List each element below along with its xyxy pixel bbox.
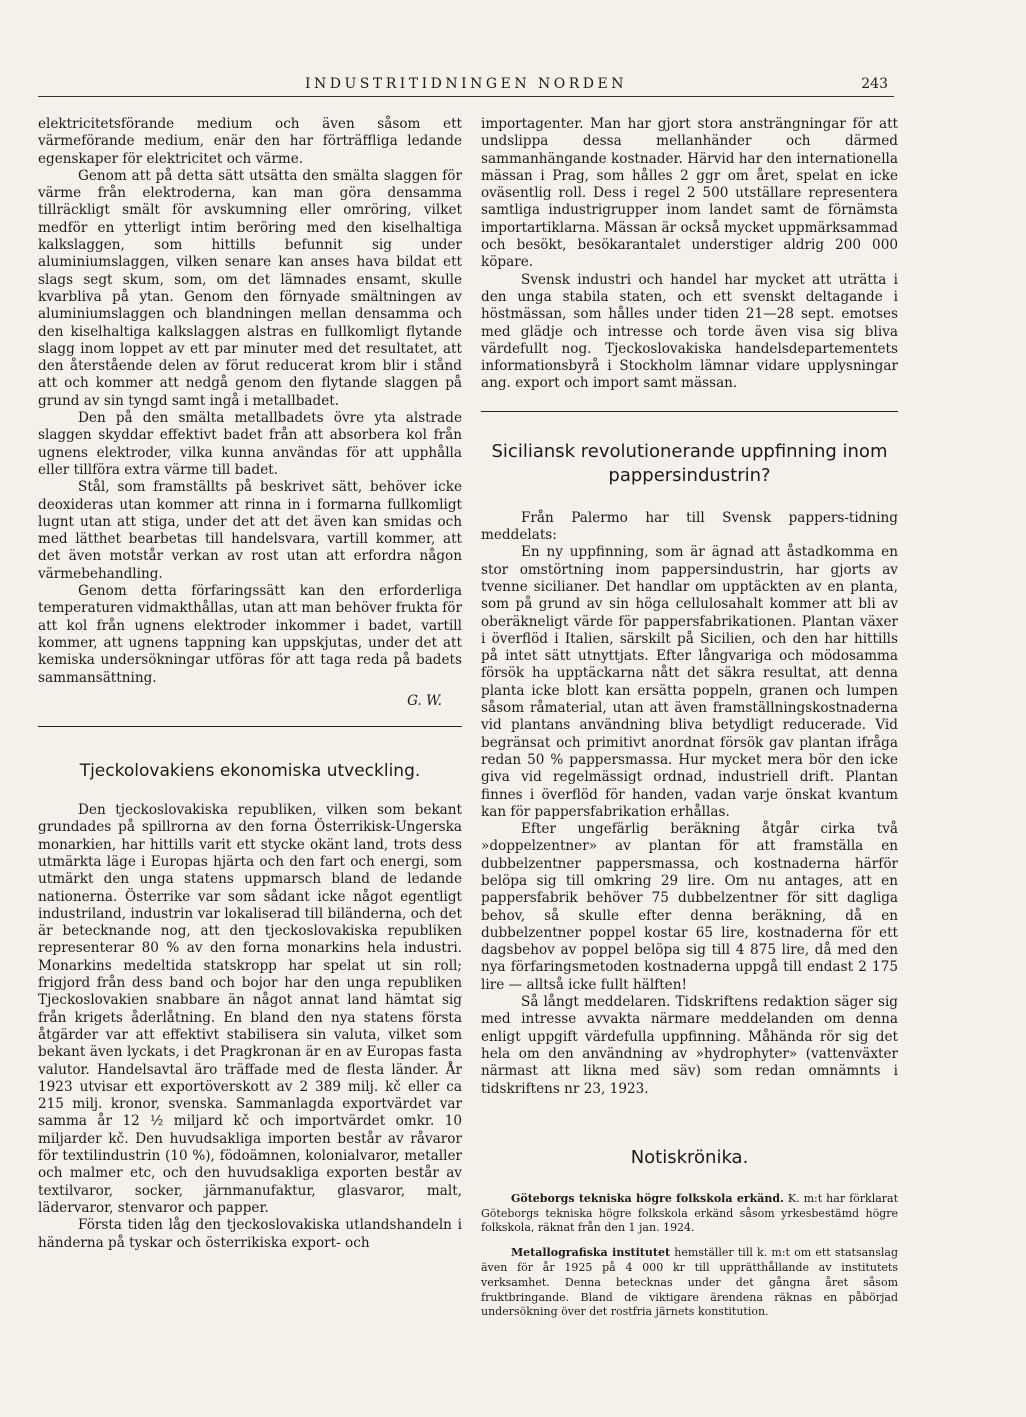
- article-paragraph: Svensk industri och handel har mycket att uträtta i den unga stabila staten, och ett svenskt deltagande i höstmässan, som hålles under tiden 21—28 sept. emotses med glädje och intresse och torde även visa sig bliva värdefullt nog. Tjeckoslovakiska handelsdepartementets informationsbyrå i Stockholm lämnar vidare upplysningar ang. export och import samt mässan.: [481, 271, 898, 392]
- article-paragraph: Så långt meddelaren. Tidskriftens redaktion säger sig med intresse avvakta närmare meddelanden om denna enligt uppgift värdefulla uppfinning. Måhända rör sig det hela om den användning av »hydrophyter» (vattenväxter närmast att likna med säv) som redan omnämnts i tidskriftens nr 23, 1923.: [481, 994, 898, 1097]
- article-paragraph: En ny uppfinning, som är ägnad att åstadkomma en stor omstörtning inom pappersindustrin, har gjorts av tvenne sicilianer. Det handlar om upptäckten av en planta, som på grund av sin höga cellulosahalt kommer att bli av oberäkneligt värde för pappersfabrikationen. Plantan växer i överflöd i Italien, särskilt på Sicilien, och den har hittills på intet sätt utnyttjats. Efter långvariga och mödosamma försök ha upptäckarna nått det säkra resultat, att denna planta icke blott kan ersätta poppeln, granen och lumpen såsom råmaterial, utan att även framställningskostnaderna vid plantans användning bliva betydligt reducerade. Vid begränsat och primitivt anordnat försök gav plantan ifråga redan 50 % pappersmassa. Hur mycket mera bör den icke giva vid regelmässigt ordnad, industriell drift. Plantan finnes i överflöd för handen, vadan varje önskat kvantum kan för pappersfabrikation erhållas.: [481, 544, 898, 820]
- article-paragraph: Genom att på detta sätt utsätta den smälta slaggen för värme från elektroderna, kan man göra densamma tillräckligt smält för avskumning eller omröring, vilket medför en ytterligt intim beröring med den kiselhaltiga kalkslaggen, som hittills befunnit sig under aluminiumslaggen, vilken senare kan anses hava bildat ett slags segt skum, som, om det lämnades ensamt, skulle kvarbliva på ytan. Genom den förnyade smältningen av aluminiumslaggen och blandningen mellan densamma och den kiselhaltiga kalkslaggen alstras en fullkomligt flytande slagg inom loppet av ett par minuter med det resultatet, att den återstående delen av förut reducerat krom blir i stånd att och kommer att nedgå genom den flytande slaggen på grund av sin tyngd samt ingå i metallbadet.: [38, 167, 462, 409]
- section-divider: [38, 726, 462, 727]
- page-header: [38, 74, 894, 97]
- section-divider: [481, 411, 898, 412]
- article-paragraph: importagenter. Man har gjort stora ansträngningar för att undslippa dessa mellanhänder och därmed sammanhängande kostnader. Härvid har den internationella mässan i Prag, som hålles 2 ggr om året, spelat en icke oväsentlig roll. Dess i regel 2 500 utställare representera samtliga industrigrupper inom landet samt de förnämsta importartiklarna. Mässan är också mycket uppmärksammad och besökt, besökarantalet understiger aldrig 200 000 köpare.: [481, 116, 898, 271]
- notis-item: [481, 1192, 898, 1236]
- notis-heading: Notiskrönika.: [630, 1146, 749, 1168]
- article-paragraph: Första tiden låg den tjeckoslovakiska utlandshandeln i händerna på tyskar och österrikiska export- och: [38, 1217, 462, 1251]
- notis-title: Metallografiska institutet: [511, 1246, 671, 1260]
- article-heading: Tjeckolovakiens ekonomiska utveckling.: [79, 761, 421, 782]
- page-number: 243: [861, 76, 888, 92]
- left-column: [38, 116, 462, 1252]
- article-paragraph: Den på den smälta metallbadets övre yta alstrade slaggen skyddar effektivt badet från att absorbera kol från ugnens elektroder, vilka kunna användas för att upphålla eller tillföra extra värme till badet.: [38, 410, 462, 478]
- notis-text: K. m:t har förklarat Göteborgs tekniska högre folkskola erkänd såsom yrkesbestämd högre folkskola, räknat från den 1 jan. 1924.: [481, 1191, 899, 1235]
- right-column: [481, 116, 898, 1330]
- notis-list: [481, 1192, 898, 1320]
- notis-text: hemställer till k. m:t om ett statsanslag även för år 1925 på 4 000 kr till upprätthållande av institutets verksamhet. Denna betecknas under det gångna året såsom fruktbringande. Bland de viktigare ärendena räknas en påbörjad undersökning över det rostfria järnets konstitution.: [481, 1246, 899, 1319]
- author-signature: G. W.: [407, 692, 442, 709]
- article-paragraph: elektricitetsförande medium och även såsom ett värmeförande medium, enär den har förträffliga ledande egenskaper för elektricitet och värme.: [38, 116, 462, 167]
- article-paragraph: Stål, som framställts på beskrivet sätt, behöver icke deoxideras utan kommer att rinna in i formarna fullkomligt lugnt utan att stiga, under det att det även kan smidas och med lätthet bearbetas till handelsvara, vartill kommer, att det även motstår verkan av rost utan att erfordra någon värmebehandling.: [38, 479, 462, 582]
- article-paragraph: Genom detta förfaringssätt kan den erforderliga temperaturen vidmakthållas, utan att man behöver frukta för att kol från ugnens elektroder inkommer i badet, vartill kommer, att ugnens tappning kan uppskjutas, under det att kemiska undersökningar utföras för att taga reda på badets sammansättning.: [38, 583, 462, 686]
- article-paragraph: Från Palermo har till Svensk pappers-tidning meddelats:: [481, 509, 898, 544]
- journal-title: INDUSTRITIDNINGEN NORDEN: [305, 76, 627, 92]
- article-heading: Siciliansk revolutionerande uppfinning inom pappersindustrin?: [491, 440, 888, 486]
- article-paragraph: Efter ungefärlig beräkning åtgår cirka två »doppelzentner» av plantan för att framställa en dubbelzentner pappersmassa, och kostnaderna härför belöpa sig till omkring 29 lire. Om nu antages, att en pappersfabrik behöver 75 dubbelzentner för sitt dagliga behov, så skulle efter denna beräkning, då en dubbelzentner poppel kostar 65 lire, kostnaderna för ett dagsbehov av poppel belöpa sig till 4 875 lire, då med den nya förfaringsmetoden kostnaderna uppgå till endast 2 175 lire — alltså icke fullt hälften!: [481, 821, 898, 993]
- notis-title: Göteborgs tekniska högre folkskola erkänd.: [511, 1191, 784, 1205]
- article-paragraph: Den tjeckoslovakiska republiken, vilken som bekant grundades på spillrorna av den forna Österrikisk-Ungerska monarkien, har hittills varit ett stycke okänt land, trots dess utmärkta läge i Europas hjärta och den fart och energi, som utmärkt den unga statens uppmarsch bland de ledande nationerna. Österrike var som sådant icke något egentligt industriland, industrin var lokaliserad till biländerna, och det är betecknande nog, att den tjeckoslovakiska republiken representerar 80 % av den forna monarkins hela industri. Monarkins medeltida statskropp har spelat ut sin roll; frigjord från dess band och bojor har den unga republiken Tjeckoslovakien snabbare än något annat land hämtat sig från krigets åderlåtning. En bland den nya statens första åtgärder var att effektivt stabilisera sin valuta, vilket som bekant även lyckats, i det Pragkronan är en av Europas fasta valutor. Handelsavtal äro träffade med de flesta länder. År 1923 utvisar ett exportöverskott av 2 389 milj. kč eller ca 215 milj. kronor, svenska. Sammanlagda exportvärdet var samma år 12 ½ miljard kč och importvärdet omkr. 10 miljarder kč. Den huvudsakliga importen består av råvaror för textilindustrin (10 %), födoämnen, kolonialvaror, metaller och malmer etc, och den huvudsakliga exporten består av textilvaror, socker, järnmanufaktur, glasvaror, malt, lädervaror, stenvaror och papper.: [38, 802, 462, 1216]
- notis-item: [481, 1246, 898, 1320]
